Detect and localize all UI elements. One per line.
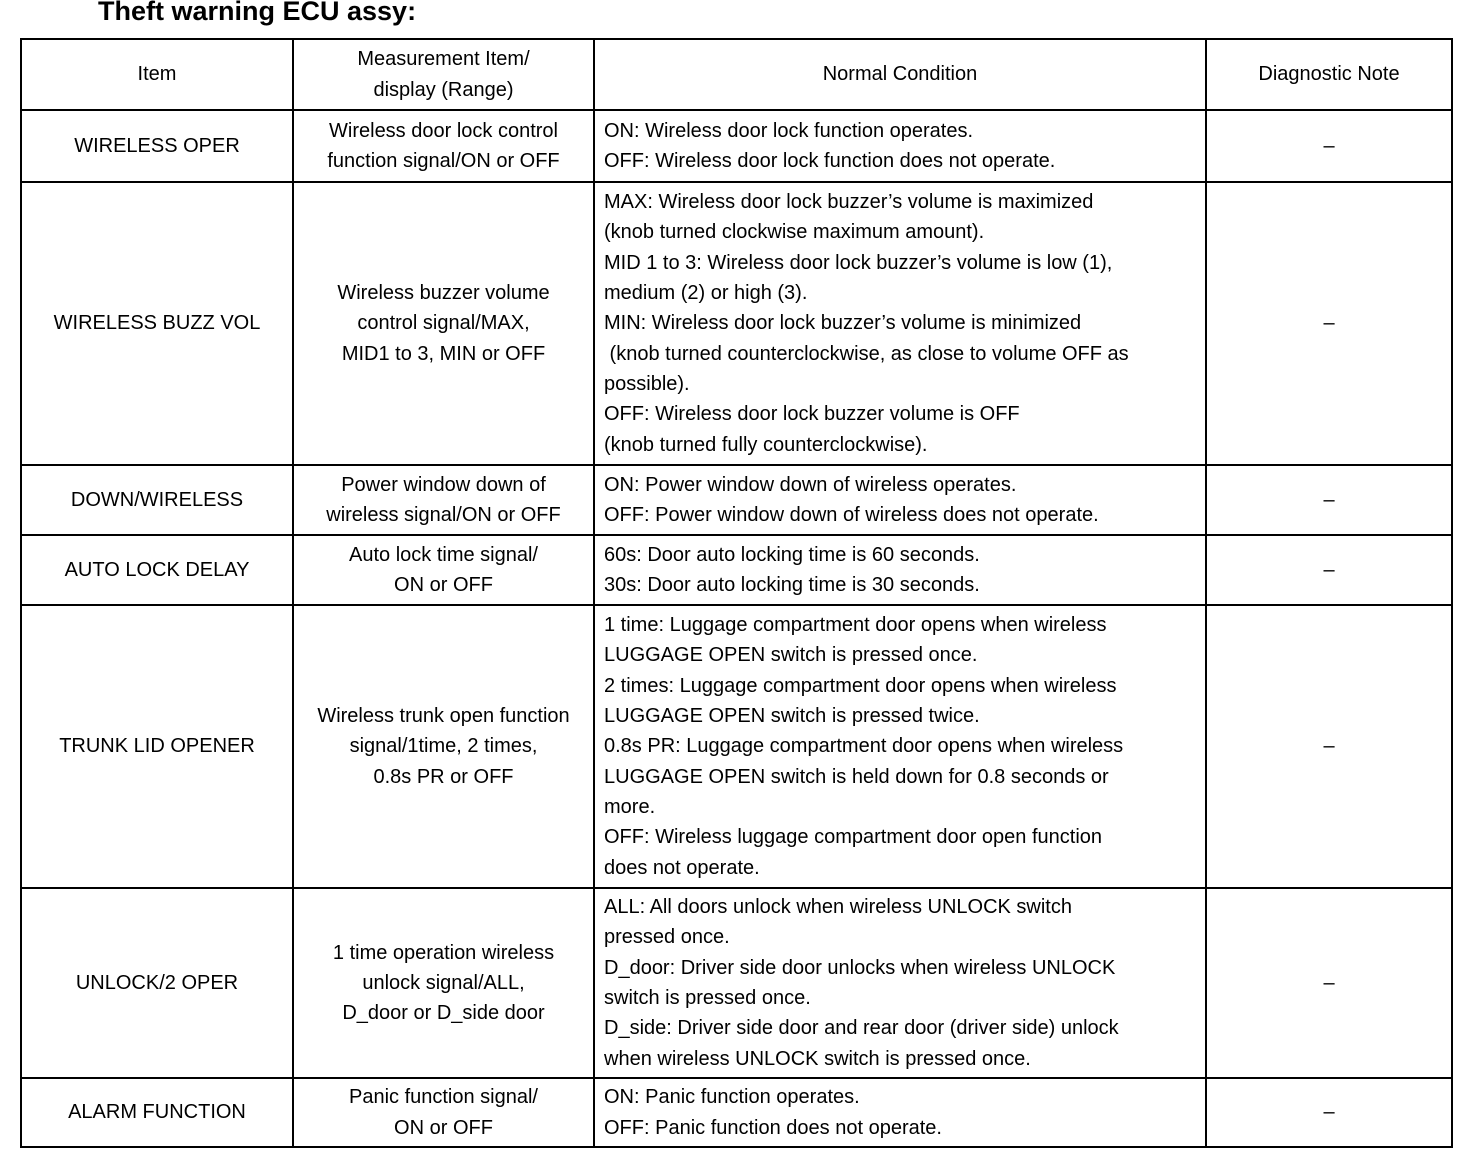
normal-condition-line: D_door: Driver side door unlocks when wireless UNLOCK (604, 956, 1116, 979)
normal-condition-line: pressed once. (604, 926, 730, 949)
cell-diagnostic-note: – (1206, 888, 1452, 1078)
normal-condition-line: 2 times: Luggage compartment door opens when wireless (604, 674, 1117, 697)
header-diagnostic-note (1206, 39, 1452, 110)
measurement-line: Wireless buzzer volume (337, 282, 550, 305)
header-item (21, 39, 293, 110)
normal-condition-line: 60s: Door auto locking time is 60 seconds. (604, 543, 980, 566)
cell-normal-condition (594, 888, 1206, 1078)
header-normal-label: Normal Condition (822, 63, 978, 86)
normal-condition-line: MIN: Wireless door lock buzzer’s volume is minimized (604, 312, 1082, 335)
cell-item: TRUNK LID OPENER (21, 605, 293, 888)
normal-condition-line: OFF: Power window down of wireless does not operate. (604, 504, 1099, 526)
normal-condition-line: 0.8s PR: Luggage compartment door opens when wireless (604, 735, 1124, 758)
measurement-line: Power window down of (341, 473, 546, 496)
normal-condition-line: switch is pressed once. (604, 987, 811, 1009)
cell-diagnostic-note: – (1206, 465, 1452, 535)
measurement-line: 1 time operation wireless (332, 941, 555, 964)
normal-condition-line: MID 1 to 3: Wireless door lock buzzer’s volume is low (1), (604, 251, 1113, 274)
normal-condition-line: does not operate. (604, 856, 760, 879)
cell-normal-condition (594, 182, 1206, 465)
cell-normal-condition (594, 465, 1206, 535)
normal-condition-line: ON: Wireless door lock function operates. (604, 119, 974, 142)
page-title: Theft warning ECU assy: (98, 0, 417, 26)
header-measurement (293, 39, 594, 110)
measurement-line: ON or OFF (394, 1116, 493, 1139)
cell-item: WIRELESS BUZZ VOL (21, 182, 293, 465)
measurement-line: function signal/ON or OFF (327, 150, 560, 172)
normal-condition-line: OFF: Wireless luggage compartment door open function (604, 826, 1103, 849)
measurement-line: MID1 to 3, MIN or OFF (341, 342, 546, 365)
cell-measurement (293, 465, 594, 535)
normal-condition-line: more. (604, 795, 656, 818)
normal-condition-line: (knob turned counterclockwise, as close to volume OFF as (604, 342, 1129, 365)
measurement-line: Auto lock time signal/ (349, 543, 538, 566)
measurement-line: Wireless door lock control (329, 119, 558, 142)
normal-condition-line: 30s: Door auto locking time is 30 seconds. (604, 574, 980, 596)
header-measurement-line: display (Range) (373, 78, 514, 101)
normal-condition-line: D_side: Driver side door and rear door (driver side) unlock (604, 1017, 1119, 1040)
normal-condition-line: possible). (604, 372, 690, 395)
cell-diagnostic-note: – (1206, 605, 1452, 888)
measurement-line: 0.8s PR or OFF (373, 765, 514, 788)
table-row (21, 605, 1452, 888)
cell-measurement (293, 1078, 594, 1147)
normal-condition-line: OFF: Wireless door lock buzzer volume is OFF (604, 403, 1020, 426)
table-header-row (21, 39, 1452, 110)
measurement-line: unlock signal/ALL, (362, 971, 525, 994)
normal-condition-line: medium (2) or high (3). (604, 282, 808, 305)
cell-measurement (293, 605, 594, 888)
cell-diagnostic-note: – (1206, 182, 1452, 465)
normal-condition-line: ON: Power window down of wireless operates. (604, 473, 1017, 496)
data-table (20, 38, 1453, 1148)
cell-item: DOWN/WIRELESS (21, 465, 293, 535)
normal-condition-line: (knob turned fully counterclockwise). (604, 433, 928, 456)
cell-item: WIRELESS OPER (21, 110, 293, 182)
table-row (21, 1078, 1452, 1147)
header-measurement-line: Measurement Item/ (357, 48, 530, 71)
cell-normal-condition (594, 605, 1206, 888)
measurement-line: D_door or D_side door (342, 1002, 545, 1025)
normal-condition-line: OFF: Wireless door lock function does not operate. (604, 150, 1056, 172)
normal-condition-line: (knob turned clockwise maximum amount). (604, 221, 985, 244)
table-row (21, 182, 1452, 465)
normal-condition-line: LUGGAGE OPEN switch is pressed once. (604, 644, 978, 667)
cell-diagnostic-note: – (1206, 535, 1452, 605)
measurement-line: wireless signal/ON or OFF (326, 504, 561, 526)
header-normal-condition (594, 39, 1206, 110)
header-diagnostic-label: Diagnostic Note (1258, 63, 1400, 86)
cell-item: AUTO LOCK DELAY (21, 535, 293, 605)
table-row (21, 465, 1452, 535)
normal-condition-line: MAX: Wireless door lock buzzer’s volume is maximized (604, 191, 1094, 214)
measurement-line: ON or OFF (394, 574, 493, 596)
cell-diagnostic-note: – (1206, 1078, 1452, 1147)
cell-measurement (293, 535, 594, 605)
header-item-label: Item (137, 63, 177, 86)
table-row (21, 888, 1452, 1078)
measurement-line: control signal/MAX, (357, 312, 530, 335)
cell-measurement (293, 110, 594, 182)
normal-condition-line: LUGGAGE OPEN switch is held down for 0.8 seconds or (604, 765, 1109, 788)
normal-condition-line: ALL: All doors unlock when wireless UNLOCK switch (604, 896, 1072, 919)
cell-diagnostic-note: – (1206, 110, 1452, 182)
cell-normal-condition (594, 535, 1206, 605)
measurement-line: Wireless trunk open function (317, 705, 570, 728)
normal-condition-line: OFF: Panic function does not operate. (604, 1116, 942, 1139)
normal-condition-line: 1 time: Luggage compartment door opens when wireless (604, 614, 1107, 637)
normal-condition-line: when wireless UNLOCK switch is pressed once. (604, 1047, 1031, 1070)
cell-measurement (293, 888, 594, 1078)
table-row (21, 535, 1452, 605)
cell-item: UNLOCK/2 OPER (21, 888, 293, 1078)
measurement-line: Panic function signal/ (348, 1086, 538, 1109)
normal-condition-line: ON: Panic function operates. (604, 1086, 860, 1109)
normal-condition-line: LUGGAGE OPEN switch is pressed twice. (604, 705, 980, 728)
table-row (21, 110, 1452, 182)
cell-normal-condition (594, 1078, 1206, 1147)
measurement-line: signal/1time, 2 times, (349, 735, 538, 758)
cell-item: ALARM FUNCTION (21, 1078, 293, 1147)
cell-normal-condition (594, 110, 1206, 182)
cell-measurement (293, 182, 594, 465)
